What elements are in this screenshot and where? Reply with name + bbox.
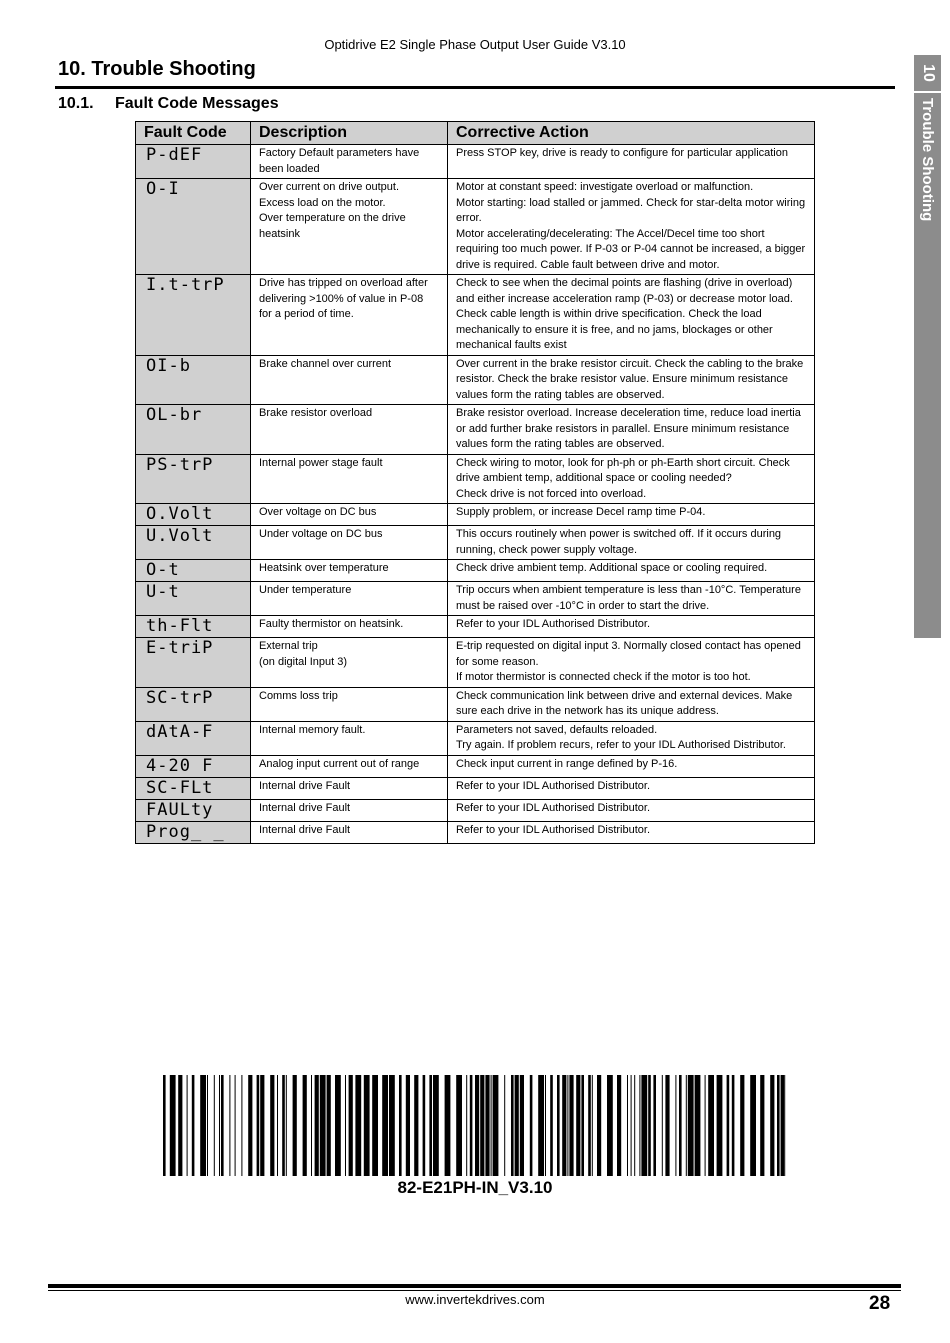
fault-code-cell: PS-trP: [136, 454, 251, 504]
table-row: [136, 355, 815, 405]
table-row: [136, 755, 815, 777]
corrective-action-cell: [448, 777, 815, 799]
table-row: [136, 526, 815, 560]
description-line: Brake resistor overload: [259, 407, 373, 419]
corrective-action-cell: [448, 526, 815, 560]
description-line: Factory Default parameters have been loaded: [259, 147, 420, 175]
description-cell: [251, 145, 448, 179]
action-line: Check wiring to motor, look for ph-ph or ph-Earth short circuit. Check drive ambient temp, additional space or cooling needed?: [456, 456, 790, 484]
table-row: [136, 582, 815, 616]
fault-code-cell: SC-FLt: [136, 777, 251, 799]
corrective-action-cell: [448, 721, 815, 755]
description-line: External trip: [259, 640, 318, 652]
table-row: [136, 821, 815, 843]
description-cell: [251, 560, 448, 582]
side-tab-label: Trouble Shooting: [919, 98, 936, 222]
fault-code-cell: P-dEF: [136, 145, 251, 179]
action-line: Check communication link between drive and external devices. Make sure each drive in the network has its unique address.: [456, 689, 793, 717]
description-line: Over current on drive output.: [259, 181, 400, 193]
action-line: Refer to your IDL Authorised Distributor.: [456, 801, 651, 814]
fault-table-body: [136, 145, 815, 844]
corrective-action-cell: [448, 275, 815, 356]
fault-code-cell: OL-br: [136, 405, 251, 455]
page-number: 28: [869, 1293, 891, 1314]
fault-code-cell: I.t-trP: [136, 275, 251, 356]
subsection-heading: [58, 95, 279, 113]
description-cell: [251, 355, 448, 405]
action-line: Refer to your IDL Authorised Distributor.: [456, 823, 651, 836]
fault-code-cell: SC-trP: [136, 687, 251, 721]
action-line: Check drive is not forced into overload.: [456, 487, 647, 500]
corrective-action-cell: [448, 145, 815, 179]
table-row: [136, 687, 815, 721]
header-fault-code: Fault Code: [136, 122, 251, 145]
description-line: Over temperature on the drive heatsink: [259, 212, 406, 240]
fault-code-cell: FAULty: [136, 799, 251, 821]
side-tab-number-box: [914, 55, 941, 93]
table-row: [136, 179, 815, 275]
barcode: [163, 1075, 786, 1176]
action-line: Brake resistor overload. Increase deceleration time, reduce load inertia or add further brake resistors in parallel. Ensure minimum resistance values form the rating tables are observed.: [456, 407, 801, 450]
description-line: Heatsink over temperature: [259, 562, 389, 574]
description-cell: [251, 275, 448, 356]
corrective-action-cell: [448, 821, 815, 843]
table-row: [136, 145, 815, 179]
action-line: Motor at constant speed: investigate overload or malfunction.: [456, 181, 754, 193]
action-line: Press STOP key, drive is ready to configure for particular application: [456, 147, 788, 159]
action-line: Refer to your IDL Authorised Distributor.: [456, 618, 651, 630]
fault-code-cell: OI-b: [136, 355, 251, 405]
action-line: Motor starting: load stalled or jammed. Check for star-delta motor wiring error.: [456, 196, 806, 224]
corrective-action-cell: [448, 755, 815, 777]
section-divider: [55, 86, 895, 89]
description-cell: [251, 638, 448, 688]
action-line: Check drive ambient temp. Additional space or cooling required.: [456, 562, 768, 574]
table-row: [136, 638, 815, 688]
side-tab-number: 10: [919, 64, 937, 82]
table-header-row: [136, 122, 815, 145]
description-line: Comms loss trip: [259, 689, 338, 702]
header-description: Description: [251, 122, 448, 145]
table-row: [136, 616, 815, 638]
action-line: Supply problem, or increase Decel ramp time P-04.: [456, 506, 706, 518]
table-row: [136, 721, 815, 755]
description-cell: [251, 405, 448, 455]
description-cell: [251, 777, 448, 799]
description-cell: [251, 616, 448, 638]
table-row: [136, 405, 815, 455]
fault-code-cell: Prog_ _: [136, 821, 251, 843]
description-cell: [251, 687, 448, 721]
description-line: Excess load on the motor.: [259, 196, 386, 209]
fault-code-table: [135, 121, 815, 844]
footer-url: www.invertekdrives.com: [405, 1292, 545, 1307]
table-row: [136, 275, 815, 356]
description-cell: [251, 755, 448, 777]
corrective-action-cell: [448, 582, 815, 616]
footer-rule-thick: [48, 1284, 901, 1288]
subsection-title: Fault Code Messages: [115, 95, 279, 112]
action-line: If motor thermistor is connected check if the motor is too hot.: [456, 671, 751, 683]
corrective-action-cell: [448, 355, 815, 405]
side-tab: [914, 55, 941, 638]
description-line: Faulty thermistor on heatsink.: [259, 618, 404, 630]
fault-code-cell: U.Volt: [136, 526, 251, 560]
description-line: (on digital Input 3): [259, 655, 348, 668]
corrective-action-cell: [448, 799, 815, 821]
section-title: 10. Trouble Shooting: [58, 58, 256, 80]
description-cell: [251, 179, 448, 275]
description-line: Internal power stage fault: [259, 456, 383, 469]
barcode-label: 82-E21PH-IN_V3.10: [397, 1178, 553, 1197]
corrective-action-cell: [448, 504, 815, 526]
action-line: Check to see when the decimal points are flashing (drive in overload) and either increase acceleration ramp (P-03) or decrease motor load. Check cable length is within drive specification. Check the load mechanically to ensure it is free, and no jams, blockages or other mechanical faults exist: [456, 277, 793, 351]
description-line: Brake channel over current: [259, 357, 392, 370]
fault-code-cell: E-triP: [136, 638, 251, 688]
description-line: Internal memory fault.: [259, 723, 366, 736]
action-line: E-trip requested on digital input 3. Normally closed contact has opened for some reason.: [456, 640, 801, 668]
corrective-action-cell: [448, 179, 815, 275]
fault-code-cell: dAtA-F: [136, 721, 251, 755]
description-line: Over voltage on DC bus: [259, 506, 377, 518]
fault-code-cell: O.Volt: [136, 504, 251, 526]
action-line: Trip occurs when ambient temperature is less than -10°C. Temperature must be raised over -10°C in order to start the drive.: [456, 584, 801, 612]
fault-code-cell: th-Flt: [136, 616, 251, 638]
subsection-number: 10.1.: [58, 95, 94, 112]
corrective-action-cell: [448, 616, 815, 638]
side-tab-label-box: [914, 95, 941, 295]
corrective-action-cell: [448, 687, 815, 721]
action-line: Parameters not saved, defaults reloaded.: [456, 723, 658, 736]
action-line: This occurs routinely when power is switched off. If it occurs during running, check power supply voltage.: [456, 528, 782, 556]
description-line: Under voltage on DC bus: [259, 528, 383, 540]
action-line: Motor accelerating/decelerating: The Accel/Decel time too short requiring too much power. If P-03 or P-04 cannot be increased, a bigger drive is required. Cable fault between drive and motor.: [456, 227, 806, 271]
description-cell: [251, 821, 448, 843]
action-line: Over current in the brake resistor circuit. Check the cabling to the brake resistor. Check the brake resistor value. Ensure minimum resistance values form the rating tables are observed.: [456, 357, 804, 401]
description-line: Internal drive Fault: [259, 823, 351, 836]
description-cell: [251, 582, 448, 616]
description-cell: [251, 504, 448, 526]
description-cell: [251, 721, 448, 755]
fault-code-cell: 4-20 F: [136, 755, 251, 777]
footer-rule-thin: [48, 1290, 901, 1291]
table-row: [136, 504, 815, 526]
corrective-action-cell: [448, 560, 815, 582]
description-line: Under temperature: [259, 584, 352, 596]
table-row: [136, 454, 815, 504]
table-row: [136, 560, 815, 582]
table-row: [136, 777, 815, 799]
description-cell: [251, 799, 448, 821]
fault-code-cell: O-t: [136, 560, 251, 582]
corrective-action-cell: [448, 405, 815, 455]
fault-code-cell: U-t: [136, 582, 251, 616]
header-corrective-action: Corrective Action: [448, 122, 815, 145]
description-cell: [251, 526, 448, 560]
table-row: [136, 799, 815, 821]
description-cell: [251, 454, 448, 504]
corrective-action-cell: [448, 454, 815, 504]
description-line: Internal drive Fault: [259, 779, 351, 792]
description-line: Internal drive Fault: [259, 801, 351, 814]
description-line: Drive has tripped on overload after delivering >100% of value in P-08 for a period of time.: [259, 277, 428, 320]
page-header: Optidrive E2 Single Phase Output User Guide V3.10: [324, 37, 626, 52]
corrective-action-cell: [448, 638, 815, 688]
action-line: Check input current in range defined by P-16.: [456, 757, 678, 770]
action-line: Try again. If problem recurs, refer to your IDL Authorised Distributor.: [456, 739, 786, 751]
action-line: Refer to your IDL Authorised Distributor.: [456, 779, 651, 792]
description-line: Analog input current out of range: [259, 757, 420, 770]
fault-code-cell: O-I: [136, 179, 251, 275]
